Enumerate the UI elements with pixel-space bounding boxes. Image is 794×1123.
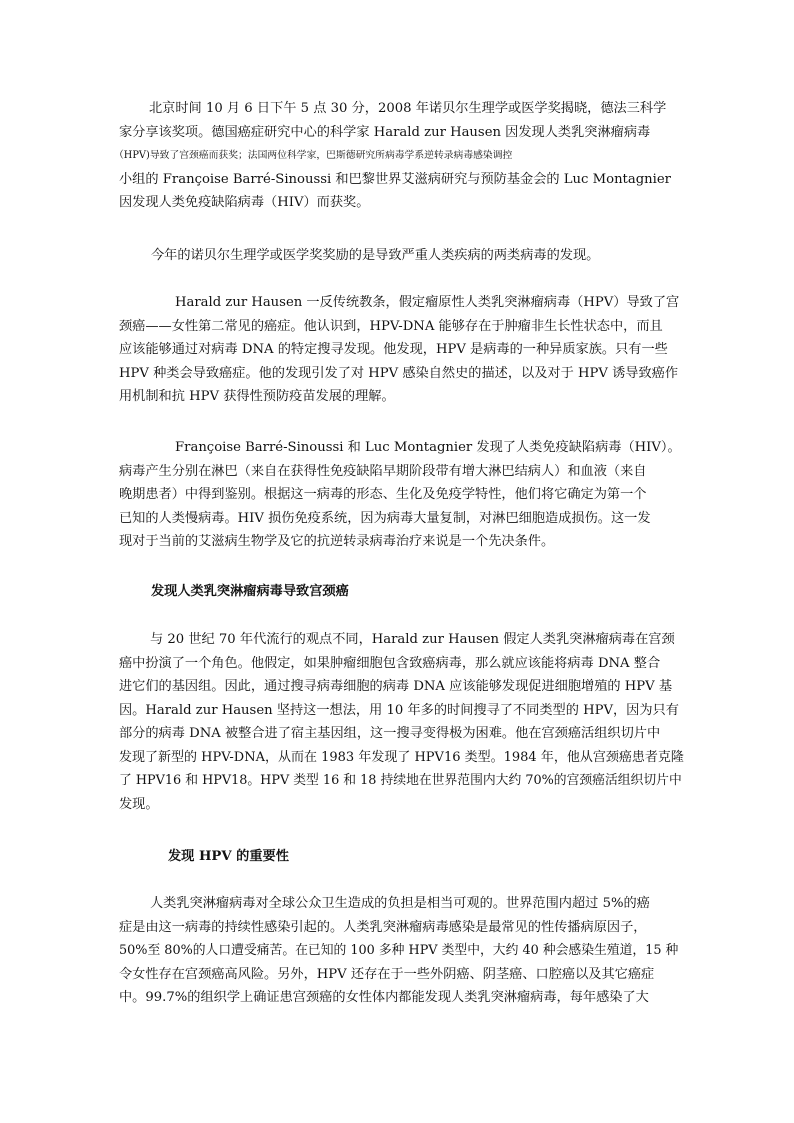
section-heading-hpv-importance: 发现 HPV 的重要性 <box>168 849 289 864</box>
text-line: 了 HPV16 和 HPV18。HPV 类型 16 和 18 持续地在世界范围内大约 70%的宫颈癌活组织切片中 <box>119 773 682 788</box>
text-line: 50%至 80%的人口遭受痛苦。在已知的 100 多种 HPV 类型中，大约 40 种会感染生殖道，15 种 <box>119 943 679 958</box>
text-line: 部分的病毒 DNA 被整合进了宿主基因组，这一搜寻变得极为困难。他在宫颈癌活组织切片中 <box>119 726 661 741</box>
text-line: 与 20 世纪 70 年代流行的观点不同，Harald zur Hausen 假定人类乳突淋瘤病毒在宫颈 <box>150 632 675 647</box>
text-line: （HPV)导致了宫颈癌而获奖；法国两位科学家，巴斯德研究所病毒学系逆转录病毒感染调控 <box>114 150 513 161</box>
text-line: Harald zur Hausen 一反传统教条，假定瘤原性人类乳突淋瘤病毒（HPV）导致了宫 <box>175 295 680 310</box>
text-line: 晚期患者）中得到鉴别。根据这一病毒的形态、生化及免疫学特性，他们将它确定为第一个 <box>119 487 647 502</box>
text-line: 已知的人类慢病毒。HIV 损伤免疫系统，因为病毒大量复制，对淋巴细胞造成损伤。这一发 <box>119 510 651 526</box>
text-line: 家分享该奖项。德国癌症研究中心的科学家 Harald zur Hausen 因发现人类乳突淋瘤病毒 <box>119 124 651 140</box>
section-heading-hpv-cervical-cancer: 发现人类乳突淋瘤病毒导致宫颈癌 <box>151 584 349 599</box>
text-line: 人类乳突淋瘤病毒对全球公众卫生造成的负担是相当可观的。世界范围内超过 5%的癌 <box>150 896 650 911</box>
text-line: 现对于当前的艾滋病生物学及它的抗逆转录病毒治疗来说是一个先决条件。 <box>119 534 555 549</box>
text-line: 令女性存在宫颈癌高风险。另外，HPV 还存在于一些外阴癌、阴茎癌、口腔癌以及其它癌症 <box>119 966 655 982</box>
text-line: 应该能够通过对病毒 DNA 的特定搜寻发现。他发现，HPV 是病毒的一种异质家族。只有一些 <box>119 342 668 357</box>
text-line: 进它们的基因组。因此，通过搜寻病毒细胞的病毒 DNA 应该能够发现促进细胞增殖的 HPV 基 <box>119 679 673 694</box>
paragraph-nobel-announcement <box>114 97 685 215</box>
text-line: 癌中扮演了一个角色。他假定，如果肿瘤细胞包含致癌病毒，那么就应该能将病毒 DNA 整合 <box>119 655 661 671</box>
text-line: 小组的 Françoise Barré-Sinoussi 和巴黎世界艾滋病研究与预防基金会的 Luc Montagnier <box>119 171 671 187</box>
text-line: Françoise Barré-Sinoussi 和 Luc Montagnier 发现了人类免疫缺陷病毒（HIV）。 <box>175 440 681 455</box>
text-line: 用机制和抗 HPV 获得性预防疫苗发展的理解。 <box>119 389 395 404</box>
paragraph-hausen-research <box>119 628 685 816</box>
paragraph-hausen-hpv <box>119 291 685 409</box>
paragraph-hpv-burden <box>119 892 685 1010</box>
text-line: 北京时间 10 月 6 日下午 5 点 30 分，2008 年诺贝尔生理学或医学奖揭晓，德法三科学 <box>149 101 667 116</box>
text-line: 病毒产生分别在淋巴（来自在获得性免疫缺陷早期阶段带有增大淋巴结病人）和血液（来自 <box>119 463 647 479</box>
text-line: 今年的诺贝尔生理学或医学奖奖励的是导致严重人类疾病的两类病毒的发现。 <box>151 248 600 263</box>
text-line: 因。Harald zur Hausen 坚持这一想法，用 10 年多的时间搜寻了不同类型的 HPV，因为只有 <box>119 702 679 718</box>
text-line: 发现。 <box>119 796 159 812</box>
paragraph-hiv-discovery <box>119 436 685 554</box>
text-line: 症是由这一病毒的持续性感染引起的。人类乳突淋瘤病毒感染是最常见的性传播病原因子， <box>119 919 647 935</box>
text-line: 发现了新型的 HPV-DNA，从而在 1983 年发现了 HPV16 类型。1984 年，他从宫颈癌患者克隆 <box>119 749 684 765</box>
text-line: 中。99.7%的组织学上确证患宫颈癌的女性体内都能发现人类乳突淋瘤病毒，每年感染了大 <box>119 990 649 1005</box>
text-line: HPV 种类会导致癌症。他的发现引发了对 HPV 感染自然史的描述，以及对于 HPV 诱导致癌作 <box>119 365 679 381</box>
text-line: 因发现人类免疫缺陷病毒（HIV）而获奖。 <box>119 195 370 210</box>
paragraph-prize-summary <box>119 244 685 268</box>
text-line: 颈癌——女性第二常见的癌症。他认识到，HPV-DNA 能够存在于肿瘤非生长性状态中，而且 <box>119 318 663 334</box>
